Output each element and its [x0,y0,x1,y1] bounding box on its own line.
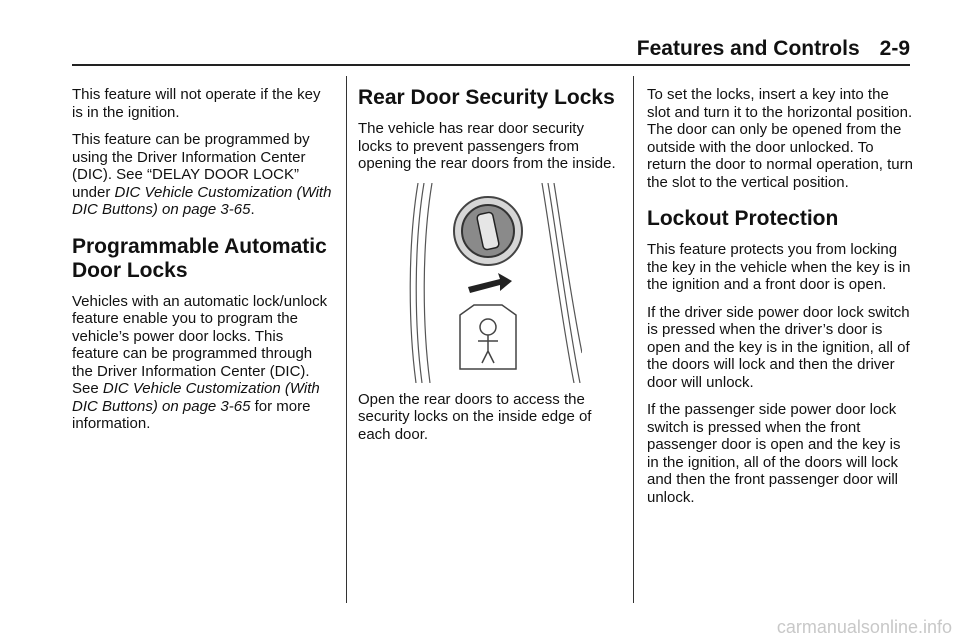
header-rule [72,64,910,66]
access-locks-paragraph: Open the rear doors to access the security locks on the inside edge of each door. [358,390,592,443]
security-locks-intro: The vehicle has rear door security locks to prevent passengers from opening the rear doors from the inside. [358,120,616,172]
passenger-side-paragraph: If the passenger side power door lock switch is pressed when the front passenger door is open and the key is in the ignition, all of the doors will lock and then the front passenger door will unlock. [647,401,901,506]
driver-side-paragraph: If the driver side power door lock switch is pressed when the driver’s door is open and the key is in the ignition, all of the doors will lock and then the driver door will unlock. [647,303,910,391]
column-divider-1 [346,76,347,603]
child-lock-icon [460,305,516,369]
dic-reference-link-2[interactable]: DIC Vehicle Customization (With DIC Buttons) on page 3‑65 [72,380,320,415]
ignition-note: This feature will not operate if the key is in the ignition. [72,86,321,121]
section-title: Features and Controls [636,37,860,60]
watermark: carmanualsonline.info [776,617,952,637]
page-number: 2-9 [879,37,910,60]
heading-programmable-automatic-door-locks: Programmable Automatic Door Locks [72,234,327,282]
turn-arrow-icon [468,273,512,293]
automatic-lock-paragraph: Vehicles with an automatic lock/unlock feature enable you to program the vehicle’s power door locks. This feature can be programmed through the Driver Information Center (DIC). See DIC Vehicle Customization (With DIC Buttons) on page 3‑65 for more information. [72,292,328,432]
dic-reference-link[interactable]: DIC Vehicle Customization (With DIC Buttons) on page 3‑65 [72,183,332,218]
security-lock-illustration [402,183,582,383]
heading-rear-door-security-locks: Rear Door Security Locks [358,86,615,109]
set-locks-paragraph: To set the locks, insert a key into the slot and turn it to the horizontal position. The door can only be opened from the outside with the door unlocked. To return the door to normal operation, turn the slot to the vertical position. [647,86,913,191]
heading-lockout-protection: Lockout Protection [647,207,839,230]
page-header [72,36,910,62]
lockout-intro: This feature protects you from locking the key in the vehicle when the key is in the ignition and a front door is open. [647,241,911,293]
column-divider-2 [633,76,634,603]
column-1 [72,86,334,443]
lock-dial-icon [454,197,522,265]
column-2 [358,86,620,453]
column-3 [647,86,913,516]
programming-paragraph: This feature can be programmed by using the Driver Information Center (DIC). See “DELAY DOOR LOCK” under DIC Vehicle Customization (With DIC Buttons) on page 3‑65. [72,131,332,218]
